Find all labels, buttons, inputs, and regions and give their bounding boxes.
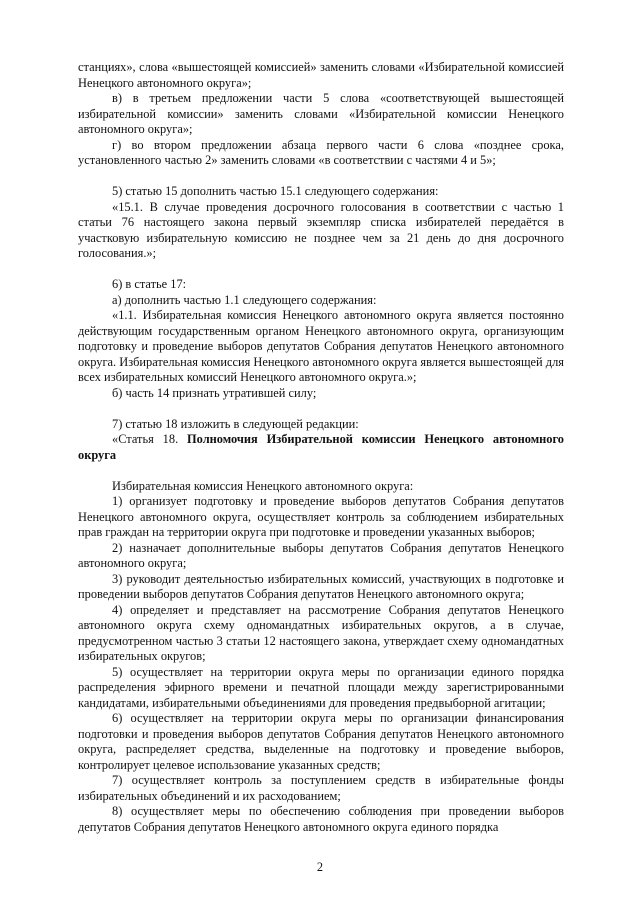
paragraph-item-g: г) во втором предложении абзаца первого части 6 слова «позднее срока, установленного частью 2» заменить словами «в соответствии с частями 4 и 5»; bbox=[78, 137, 564, 167]
paragraph-item-5: 5) статью 15 дополнить частью 15.1 следующего содержания: bbox=[112, 184, 439, 198]
paragraph-item-6: 6) в статье 17: bbox=[112, 277, 187, 291]
paragraph-item-v: в) в третьем предложении части 5 слова «соответствующей вышестоящей избирательной комиссии» заменить словами «Избирательной комиссии Ненецкого автономного округа»; bbox=[78, 91, 564, 136]
page-number: 2 bbox=[316, 860, 324, 874]
article-item-1: 1) организует подготовку и проведение выборов депутатов Собрания депутатов Ненецкого автономного округа, осуществляет контроль за соблюдением избирательных прав граждан на территории округа при подготовке и проведении указанных выборов; bbox=[78, 494, 564, 539]
article-item-8: 8) осуществляет меры по обеспечению соблюдения при проведении выборов депутатов Собрания депутатов Ненецкого автономного округа единого порядка bbox=[78, 804, 564, 834]
article-heading-title: Полномочия Избирательной комиссии Ненецкого автономного округа bbox=[78, 432, 564, 462]
paragraph-part-1-1: «1.1. Избирательная комиссия Ненецкого автономного округа является постоянно действующим государственным органом Ненецкого автономного округа, организующим подготовку и проведение выборов депутатов Собрания депутатов Ненецкого автономного округа. Избирательная комиссия Ненецкого автономного округа является вышестоящей для всех избирательных комиссий Ненецкого автономного округа.»; bbox=[78, 308, 564, 384]
article-heading bbox=[78, 432, 564, 463]
paragraph-continuation: станциях», слова «вышестоящей комиссией» заменить словами «Избирательной комиссией Ненецкого автономного округа»; bbox=[78, 60, 564, 90]
article-intro: Избирательная комиссия Ненецкого автономного округа: bbox=[112, 478, 414, 493]
paragraph-item-a: а) дополнить частью 1.1 следующего содержания: bbox=[112, 292, 377, 307]
paragraph-item-b: б) часть 14 признать утратившей силу; bbox=[112, 385, 317, 400]
article-item-3: 3) руководит деятельностью избирательных комиссий, участвующих в подготовке и проведении выборов депутатов Собрания депутатов Ненецкого автономного округа; bbox=[78, 571, 564, 601]
article-item-4: 4) определяет и представляет на рассмотрение Собрания депутатов Ненецкого автономного округа схему одномандатных избирательных округов, а в случае, предусмотренном частью 3 статьи 12 настоящего закона, утверждает схему одномандатных избирательных округов; bbox=[78, 602, 564, 663]
article-item-7: 7) осуществляет контроль за поступлением средств в избирательные фонды избирательных объединений и их расходованием; bbox=[78, 773, 564, 803]
article-item-2: 2) назначает дополнительные выборы депутатов Собрания депутатов Ненецкого автономного округа; bbox=[78, 540, 564, 570]
paragraph-part-15-1: «15.1. В случае проведения досрочного голосования в соответствии с частью 1 статьи 76 настоящего закона первый экземпляр списка избирателей передаётся в участковую избирательную комиссию не позднее чем за 21 день до дня досрочного голосования.»; bbox=[78, 199, 564, 260]
article-item-5: 5) осуществляет на территории округа меры по организации единого порядка распределения эфирного времени и печатной площади между зарегистрированными кандидатами, избирательными объединениями для проведения предвыборной агитации; bbox=[78, 664, 564, 710]
article-item-6: 6) осуществляет на территории округа меры по организации финансирования подготовки и проведения выборов депутатов Собрания депутатов Ненецкого автономного округа, распределяет средства, выделенные на подготовку и проведение выборов, контролирует целевое использование указанных средств; bbox=[78, 711, 564, 772]
article-heading-prefix: «Статья 18. bbox=[112, 432, 188, 446]
document-body bbox=[78, 60, 564, 835]
paragraph-item-7: 7) статью 18 изложить в следующей редакции: bbox=[112, 416, 359, 431]
